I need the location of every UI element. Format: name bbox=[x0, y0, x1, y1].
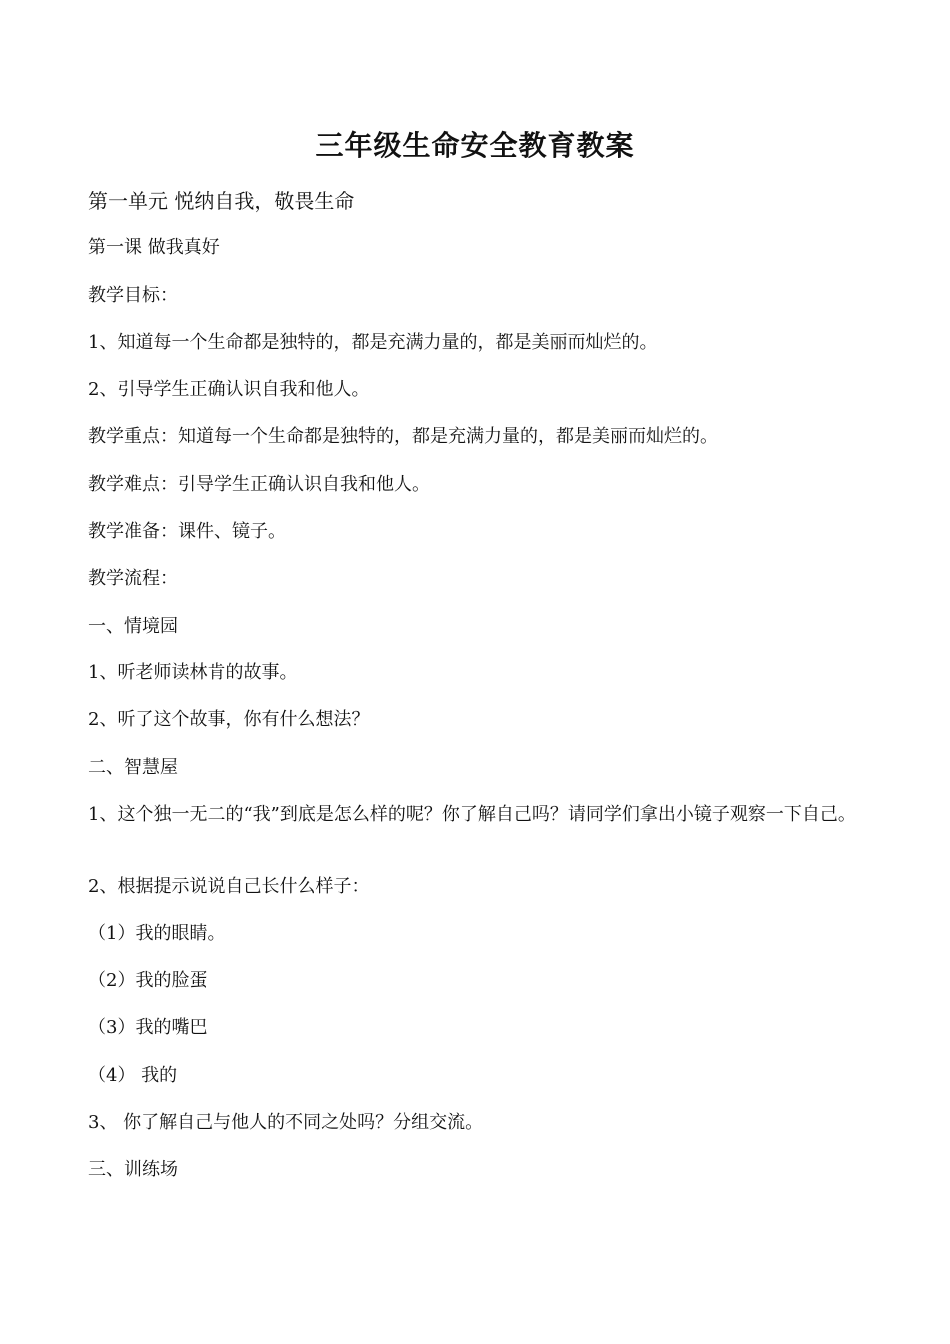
sub-item-3: （3）我的嘴巴 bbox=[88, 1017, 208, 1038]
section-2-item-3: 3、 你了解自己与他人的不同之处吗？分组交流。 bbox=[88, 1112, 484, 1133]
goal-item-1: 1、知道每一个生命都是独特的，都是充满力量的，都是美丽而灿烂的。 bbox=[88, 332, 658, 353]
goals-heading: 教学目标： bbox=[88, 285, 178, 306]
section-2-item-1: 1、这个独一无二的“我”到底是怎么样的呢？你了解自己吗？请同学们拿出小镜子观察一下自己。 bbox=[88, 804, 856, 825]
goal-item-2: 2、引导学生正确认识自我和他人。 bbox=[88, 379, 370, 400]
lesson-heading: 第一课 做我真好 bbox=[88, 237, 220, 258]
key-point: 教学重点：知道每一个生命都是独特的，都是充满力量的，都是美丽而灿烂的。 bbox=[88, 426, 718, 447]
process-heading: 教学流程： bbox=[88, 568, 178, 589]
section-heading-1: 一、情境园 bbox=[88, 616, 178, 637]
section-heading-3: 三、训练场 bbox=[88, 1159, 178, 1180]
document-title: 三年级生命安全教育教案 bbox=[315, 129, 635, 162]
section-heading-2: 二、智慧屋 bbox=[88, 757, 178, 778]
sub-item-2: （2）我的脸蛋 bbox=[88, 970, 208, 991]
unit-heading: 第一单元 悦纳自我，敬畏生命 bbox=[88, 189, 355, 213]
section-1-item-2: 2、听了这个故事，你有什么想法？ bbox=[88, 709, 370, 730]
section-1-item-1: 1、听老师读林肯的故事。 bbox=[88, 662, 298, 683]
sub-item-4: （4） 我的 bbox=[88, 1065, 178, 1086]
section-2-item-2: 2、根据提示说说自己长什么样子： bbox=[88, 876, 370, 897]
preparation: 教学准备：课件、镜子。 bbox=[88, 521, 286, 542]
difficulty-point: 教学难点：引导学生正确认识自我和他人。 bbox=[88, 474, 430, 495]
sub-item-1: （1）我的眼睛。 bbox=[88, 923, 226, 944]
